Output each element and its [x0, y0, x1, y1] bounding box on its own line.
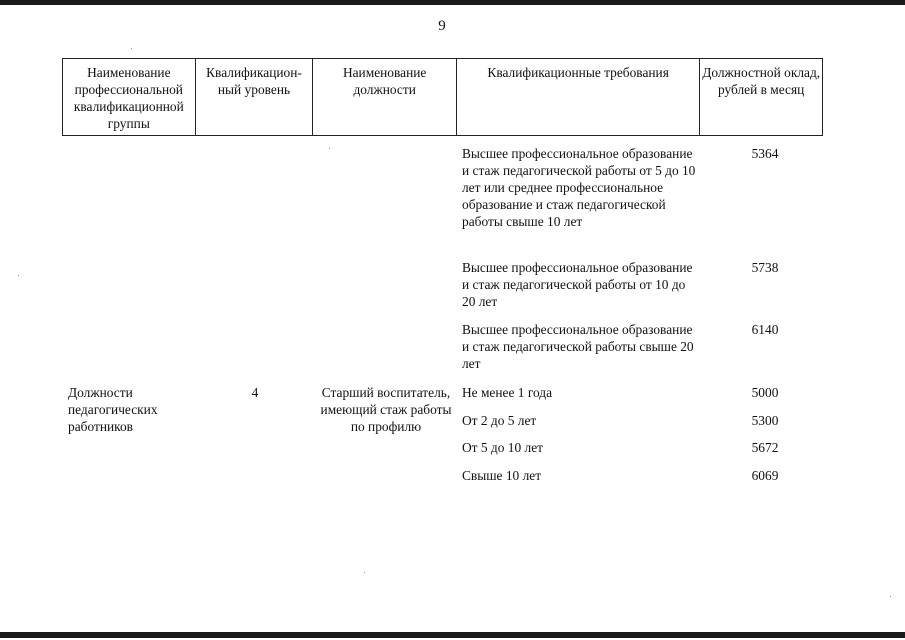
scan-speck — [131, 48, 132, 49]
scan-speck — [329, 148, 330, 149]
table-header — [62, 58, 823, 136]
requirement-cell: От 2 до 5 лет — [462, 413, 537, 428]
requirement-cell: Свыше 10 лет — [462, 468, 542, 483]
header-position: Наименование должности — [313, 59, 457, 135]
scan-speck — [364, 572, 365, 573]
level-cell: 4 — [251, 385, 259, 400]
requirement-cell: Высшее профессиональное образование и стаж педагогической работы свыше 20 лет — [462, 322, 694, 371]
page-number: 9 — [438, 18, 446, 34]
header-level: Квалификацион-ный уровень — [196, 59, 314, 135]
salary-cell: 6140 — [751, 322, 779, 337]
header-group: Наименование профессиональной квалификационной группы — [63, 59, 196, 135]
scan-speck — [18, 275, 19, 276]
requirement-cell: Не менее 1 года — [462, 385, 553, 400]
group-cell: Должности педагогических работников — [68, 385, 158, 434]
requirement-cell: От 5 до 10 лет — [462, 440, 543, 455]
top-border — [0, 0, 905, 5]
salary-cell: 5364 — [751, 146, 779, 161]
requirement-cell: Высшее профессиональное образование и стаж педагогической работы от 5 до 10 лет или среднее профессиональное образование и стаж педагогической работы свыше 10 лет — [462, 146, 696, 229]
scan-speck — [890, 596, 891, 597]
position-cell: Старший воспитатель, имеющий стаж работы по профилю — [320, 385, 452, 434]
salary-cell: 5000 — [751, 385, 779, 400]
salary-cell: 6069 — [751, 468, 779, 483]
bottom-border — [0, 632, 905, 638]
requirement-cell: Высшее профессиональное образование и стаж педагогической работы от 10 до 20 лет — [462, 260, 693, 309]
salary-cell: 5738 — [751, 260, 779, 275]
header-requirements: Квалификационные требования — [457, 59, 700, 135]
salary-cell: 5672 — [751, 440, 779, 455]
salary-cell: 5300 — [751, 413, 779, 428]
header-salary: Должностной оклад, рублей в месяц — [702, 65, 821, 97]
